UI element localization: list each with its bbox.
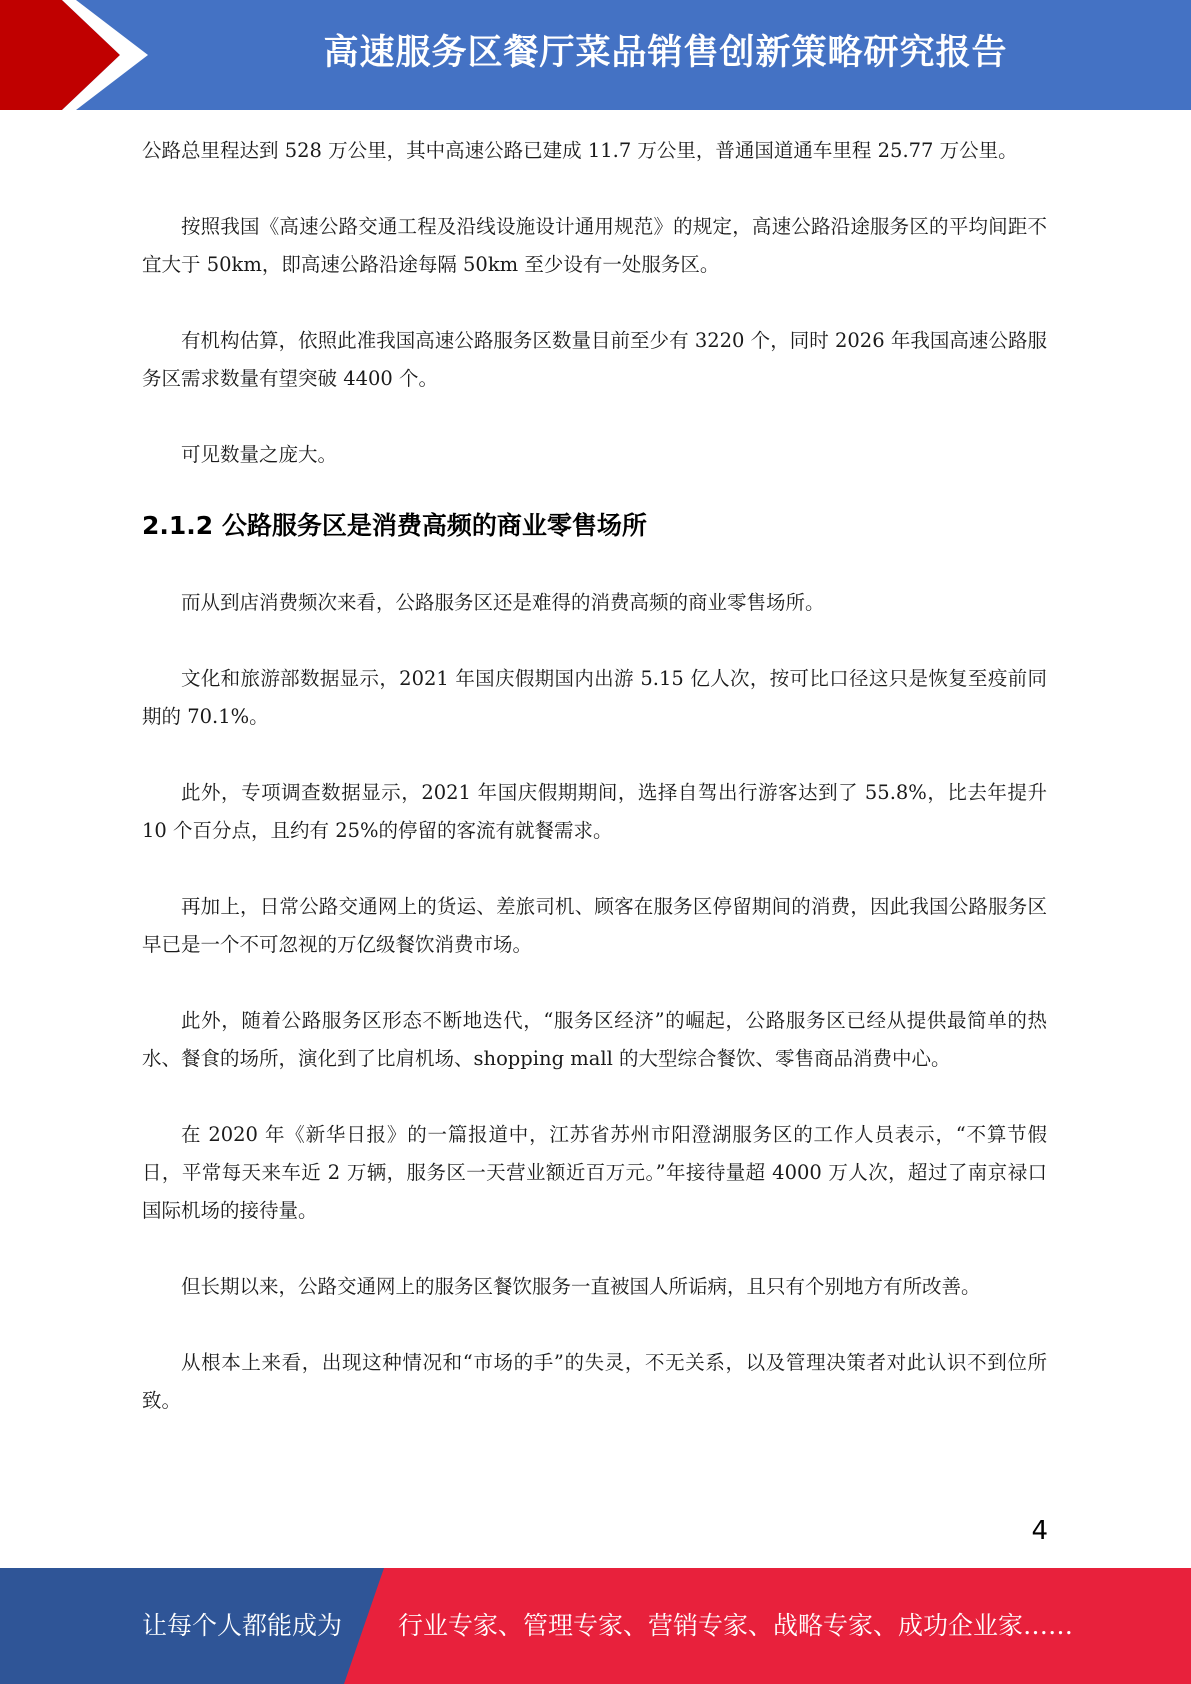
body-paragraph: 公路总里程达到 528 万公里，其中高速公路已建成 11.7 万公里，普通国道通车里程 25.77 万公里。 — [142, 139, 1018, 162]
section-heading: 2.1.2 公路服务区是消费高频的商业零售场所 — [142, 511, 647, 540]
body-paragraph: 再加上，日常公路交通网上的货运、差旅司机、顾客在服务区停留期间的消费，因此我国公路服务区早已是一个不可忽视的万亿级餐饮消费市场。 — [142, 895, 1047, 956]
body-paragraph: 而从到店消费频次来看，公路服务区还是难得的消费高频的商业零售场所。 — [181, 591, 825, 614]
body-paragraph: 在 2020 年《新华日报》的一篇报道中，江苏省苏州市阳澄湖服务区的工作人员表示，“不算节假日，平常每天来车近 2 万辆，服务区一天营业额近百万元。”年接待量超 4000 万人次，超过了南京禄口国际机场的接待量。 — [142, 1123, 1047, 1222]
footer-slogan-right: 行业专家、管理专家、营销专家、战略专家、成功企业家…… — [398, 1611, 1074, 1640]
document-body — [142, 132, 1047, 1458]
body-paragraph: 按照我国《高速公路交通工程及沿线设施设计通用规范》的规定，高速公路沿途服务区的平均间距不宜大于 50km，即高速公路沿途每隔 50km 至少设有一处服务区。 — [142, 215, 1047, 276]
footer-banner — [0, 1568, 1191, 1684]
body-paragraph: 此外，随着公路服务区形态不断地迭代，“服务区经济”的崛起，公路服务区已经从提供最简单的热水、餐食的场所，演化到了比肩机场、shopping mall 的大型综合餐饮、零售商品消费中心。 — [142, 1009, 1047, 1070]
body-paragraph: 文化和旅游部数据显示，2021 年国庆假期国内出游 5.15 亿人次，按可比口径这只是恢复至疫前同期的 70.1%。 — [142, 667, 1047, 728]
footer-slogan-left: 让每个人都能成为 — [142, 1611, 343, 1640]
body-paragraph: 从根本上来看，出现这种情况和“市场的手”的失灵，不无关系，以及管理决策者对此认识不到位所致。 — [142, 1351, 1047, 1412]
header-banner — [0, 0, 1191, 110]
report-title: 高速服务区餐厅菜品销售创新策略研究报告 — [323, 33, 1008, 73]
body-paragraph: 此外，专项调查数据显示，2021 年国庆假期期间，选择自驾出行游客达到了 55.8%，比去年提升 10 个百分点，且约有 25%的停留的客流有就餐需求。 — [142, 781, 1047, 842]
header-chevron-decoration — [0, 0, 160, 110]
body-paragraph: 但长期以来，公路交通网上的服务区餐饮服务一直被国人所诟病，且只有个别地方有所改善。 — [181, 1275, 981, 1298]
body-paragraph: 有机构估算，依照此准我国高速公路服务区数量目前至少有 3220 个，同时 2026 年我国高速公路服务区需求数量有望突破 4400 个。 — [142, 329, 1047, 390]
body-paragraph: 可见数量之庞大。 — [181, 443, 338, 466]
page-number: 4 — [1031, 1516, 1048, 1546]
